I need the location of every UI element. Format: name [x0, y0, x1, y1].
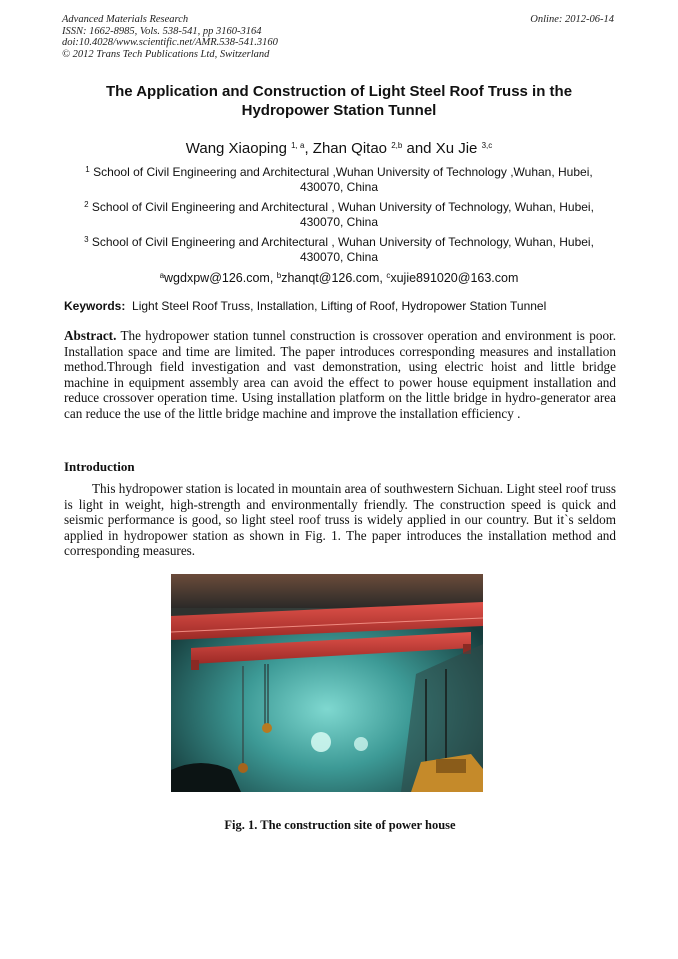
author-affiliation-mark: 2,b [391, 141, 403, 150]
author-name: Wang Xiaoping [185, 140, 287, 157]
author-affiliation-mark: 3,c [481, 141, 493, 150]
email-mark: c [386, 271, 391, 280]
figure-caption: Fig. 1. The construction site of power house [224, 818, 456, 832]
journal-header [62, 14, 278, 60]
email-address[interactable]: wgdxpw@126.com, [164, 271, 277, 285]
affiliation-1 [62, 165, 616, 195]
email-list [62, 271, 616, 286]
affiliation-text: School of Civil Engineering and Architectural ,Wuhan University of Technology ,Wuhan, Hubei, 430070, China [93, 165, 593, 194]
affiliation-3 [62, 235, 616, 265]
author-list [62, 140, 616, 158]
email-address[interactable]: zhanqt@126.com, [281, 271, 387, 285]
keywords [64, 299, 616, 314]
email-mark: b [276, 271, 282, 280]
affiliation-text: School of Civil Engineering and Architectural , Wuhan University of Technology, Wuhan, Hubei, 430070, China [91, 235, 594, 264]
keywords-text: Light Steel Roof Truss, Installation, Lifting of Roof, Hydropower Station Tunnel [132, 299, 547, 313]
affiliation-2 [62, 200, 616, 230]
affiliation-number: 3 [84, 235, 89, 244]
author-separator: and [402, 140, 436, 157]
issn-line: ISSN: 1662-8985, Vols. 538-541, pp 3160-3164 [62, 25, 262, 37]
journal-name: Advanced Materials Research [62, 14, 189, 25]
affiliation-number: 1 [85, 165, 90, 174]
affiliation-text: School of Civil Engineering and Architectural , Wuhan University of Technology, Wuhan, Hubei, 430070, China [91, 200, 594, 229]
abstract [64, 328, 616, 422]
paper-title: The Application and Construction of Light Steel Roof Truss in the Hydropower Station Tunnel [105, 83, 573, 119]
author-name: Zhan Qitao [312, 140, 388, 157]
affiliation-number: 2 [84, 200, 89, 209]
author-affiliation-mark: 1, a [291, 141, 305, 150]
copyright-line: © 2012 Trans Tech Publications Ltd, Switzerland [62, 48, 270, 60]
abstract-text: The hydropower station tunnel construction is crossover operation and environment is poor. Installation space and time are limited. The paper introduces corresponding measures and installation method.Through field investigation and vast demonstration, using electric hoist and little bridge machine in equipment assembly area can avoid the effect to power house equipment installation and reduce crossover operation time. Using installation platform on the little bridge in hydro-generator area can reduce the use of the little bridge machine and improve the installation efficiency . [64, 328, 616, 421]
doi-link[interactable]: doi:10.4028/www.scientific.net/AMR.538-541.3160 [62, 37, 278, 48]
section-heading-introduction: Introduction [64, 459, 135, 474]
author-name: Xu Jie [435, 140, 478, 157]
author-separator: , [304, 140, 313, 157]
figure-construction-site-photo [171, 574, 483, 792]
keywords-label: Keywords: [64, 299, 126, 313]
abstract-label: Abstract. [64, 328, 117, 343]
email-address[interactable]: xujie891020@163.com [390, 271, 519, 285]
introduction-paragraph: This hydropower station is located in mountain area of southwestern Sichuan. Light steel roof truss is light in weight, high-strength and environmentally friendly. The construction speed is quick and seismic performance is good, so light steel roof truss is widely applied in our country. But it`s seldom applied in hydropower station as shown in Fig. 1. The paper introduces the installation method and corresponding measures. [64, 481, 616, 559]
online-date: Online: 2012-06-14 [530, 14, 614, 25]
email-mark: a [159, 271, 165, 280]
